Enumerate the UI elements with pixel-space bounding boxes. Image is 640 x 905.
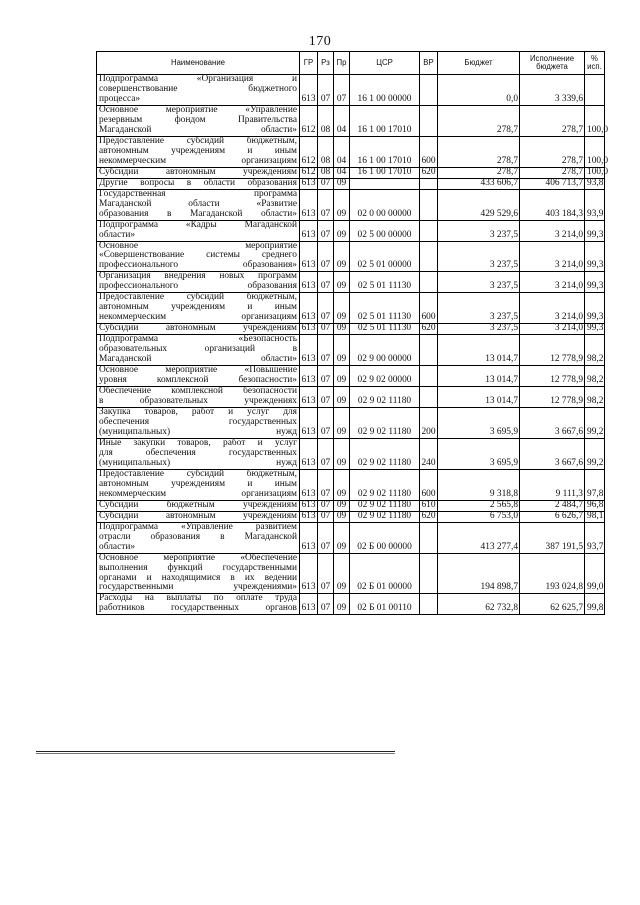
- row-percent-cell: 99,3: [585, 293, 605, 324]
- row-vr-cell: 600: [420, 469, 438, 500]
- row-vr-cell: [420, 387, 438, 408]
- row-budget-cell: 278,7: [438, 167, 520, 178]
- row-csr-cell: 02 9 02 11180: [350, 408, 420, 439]
- row-name-cell: Предоставление субсидий бюджетным, автономным учреждениям и иным некоммерческим организациям: [97, 136, 300, 167]
- row-percent-cell: 100,0: [585, 105, 605, 136]
- table-row: [97, 105, 605, 136]
- row-pr-cell: 04: [334, 167, 350, 178]
- row-name-cell: Основное мероприятие «Управление резервным фондом Правительства Магаданской области»: [97, 105, 300, 136]
- row-vr-cell: 200: [420, 408, 438, 439]
- table-row: [97, 511, 605, 522]
- row-execution-cell: 3 339,6: [520, 75, 585, 106]
- row-vr-cell: [420, 594, 438, 615]
- header-name: Наименование: [97, 52, 300, 75]
- row-gr-cell: 613: [300, 241, 318, 272]
- row-budget-cell: 13 014,7: [438, 335, 520, 366]
- row-percent-cell: 100,0: [585, 136, 605, 167]
- row-gr-cell: 613: [300, 189, 318, 220]
- row-rz-cell: 07: [318, 387, 334, 408]
- row-csr-cell: 02 5 01 00000: [350, 241, 420, 272]
- row-rz-cell: 07: [318, 500, 334, 511]
- table-row: [97, 553, 605, 594]
- row-gr-cell: 613: [300, 438, 318, 469]
- row-vr-cell: 240: [420, 438, 438, 469]
- row-percent-cell: 93,9: [585, 189, 605, 220]
- row-gr-cell: 613: [300, 335, 318, 366]
- row-rz-cell: 07: [318, 324, 334, 335]
- row-execution-cell: 278,7: [520, 105, 585, 136]
- row-budget-cell: 413 277,4: [438, 522, 520, 553]
- row-rz-cell: 07: [318, 272, 334, 293]
- row-rz-cell: 07: [318, 335, 334, 366]
- row-name-cell: Закупка товаров, работ и услуг для обеспечения государственных (муниципальных) нужд: [97, 408, 300, 439]
- row-vr-cell: 600: [420, 136, 438, 167]
- row-execution-cell: 12 778,9: [520, 366, 585, 387]
- row-vr-cell: [420, 335, 438, 366]
- row-vr-cell: 620: [421, 166, 436, 177]
- row-gr-cell: 613: [300, 220, 318, 241]
- table-row: [97, 167, 605, 178]
- row-gr-cell: 612: [300, 136, 318, 167]
- row-budget-cell: 3 237,5: [438, 324, 520, 335]
- table-row: [97, 178, 605, 189]
- row-pr-cell: 09: [334, 335, 350, 366]
- row-pr-cell: 09: [334, 178, 350, 189]
- table-row: [97, 272, 605, 293]
- row-pr-cell: 09: [334, 553, 350, 594]
- row-gr-cell: 613: [301, 323, 316, 334]
- header-budget: Бюджет: [438, 52, 520, 75]
- footnote-rule-secondary: [36, 753, 395, 754]
- row-csr-cell: 02 Б 01 00000: [350, 553, 420, 594]
- row-vr-cell: 600: [420, 293, 438, 324]
- row-execution-cell: 12 778,9: [520, 335, 585, 366]
- row-rz-cell: 07: [318, 408, 334, 439]
- row-execution-cell: 3 667,6: [520, 438, 585, 469]
- row-pr-cell: 09: [334, 387, 350, 408]
- row-budget-cell: 194 898,7: [438, 553, 520, 594]
- row-pr-cell: 04: [334, 136, 350, 167]
- table-row: [97, 366, 605, 387]
- row-vr-cell: [420, 178, 438, 189]
- table-row: [97, 241, 605, 272]
- row-gr-cell: 613: [300, 408, 318, 439]
- row-name-cell: Подпрограмма «Организация и совершенствование бюджетного процесса»: [97, 75, 300, 106]
- table-row: [97, 335, 605, 366]
- row-rz-cell: 08: [318, 167, 334, 178]
- row-name-cell: Подпрограмма «Безопасность образовательных организаций в Магаданской области»: [97, 335, 300, 366]
- row-csr-cell: 16 1 00 17010: [350, 136, 420, 167]
- row-pr-cell: 09: [334, 366, 350, 387]
- row-gr-cell: 613: [300, 469, 318, 500]
- row-csr-cell: 02 0 00 00000: [350, 189, 420, 220]
- row-rz-cell: 07: [318, 366, 334, 387]
- row-execution-cell: 403 184,3: [520, 189, 585, 220]
- table-row: [97, 293, 605, 324]
- row-rz-cell: 08: [318, 105, 334, 136]
- row-pr-cell: 09: [334, 272, 350, 293]
- row-rz-cell: 07: [318, 189, 334, 220]
- row-pr-cell: 04: [334, 105, 350, 136]
- row-vr-cell: [420, 553, 438, 594]
- row-gr-cell: 613: [300, 293, 318, 324]
- row-percent-cell: 99,3: [585, 324, 605, 335]
- row-vr-cell: [420, 189, 438, 220]
- row-csr-cell: 02 9 02 11180: [350, 387, 420, 408]
- row-execution-cell: 3 214,0: [520, 220, 585, 241]
- row-vr-cell: [420, 522, 438, 553]
- row-csr-cell: 16 1 00 00000: [350, 75, 420, 106]
- table-row: [97, 324, 605, 335]
- row-pr-cell: 09: [334, 189, 350, 220]
- row-pr-cell: 09: [334, 241, 350, 272]
- row-execution-cell: 3 214,0: [520, 241, 585, 272]
- header-percent: % исп.: [585, 52, 605, 75]
- row-pr-cell: 09: [334, 511, 350, 522]
- table-row: [97, 136, 605, 167]
- row-execution-cell: 3 667,6: [520, 408, 585, 439]
- row-percent-cell: 99,2: [585, 408, 605, 439]
- row-gr-cell: 613: [301, 499, 316, 510]
- header-csr: ЦСР: [350, 52, 420, 75]
- footnote-rule: [36, 751, 395, 752]
- row-rz-cell: 07: [318, 522, 334, 553]
- row-csr-cell: 02 Б 00 00000: [350, 522, 420, 553]
- row-budget-cell: 433 606,7: [438, 178, 520, 189]
- row-csr-cell: 16 1 00 17010: [350, 167, 420, 178]
- row-name-cell: Субсидии автономным учреждениям: [97, 167, 300, 178]
- row-name-cell: Обеспечение комплексной безопасности в образовательных учреждениях: [97, 387, 300, 408]
- row-vr-cell: [420, 366, 438, 387]
- row-gr-cell: 613: [301, 510, 316, 521]
- row-execution-cell: 9 111,3: [520, 469, 585, 500]
- row-budget-cell: 3 237,5: [438, 293, 520, 324]
- row-gr-cell: 612: [301, 166, 316, 177]
- row-rz-cell: 07: [318, 511, 334, 522]
- row-csr-cell: 02 9 02 00000: [350, 366, 420, 387]
- row-budget-cell: 3 237,5: [438, 241, 520, 272]
- row-vr-cell: 610: [421, 499, 436, 510]
- row-execution-cell: 3 214,0: [520, 324, 585, 335]
- row-budget-cell: 13 014,7: [438, 366, 520, 387]
- row-vr-cell: [420, 220, 438, 241]
- budget-table: [96, 51, 609, 615]
- row-percent-cell: 98,1: [585, 511, 605, 522]
- row-pr-cell: 09: [334, 408, 350, 439]
- row-pr-cell: 09: [334, 469, 350, 500]
- row-pr-cell: 09: [334, 522, 350, 553]
- table-row: [97, 594, 605, 615]
- row-name-cell: Подпрограмма «Кадры Магаданской области»: [97, 220, 300, 241]
- row-gr-cell: 613: [300, 272, 318, 293]
- table-row: [97, 408, 605, 439]
- row-name-cell: Субсидии автономным учреждениям: [97, 511, 300, 522]
- row-budget-cell: 3 695,9: [438, 408, 520, 439]
- row-name-cell: Основное мероприятие «Совершенствование системы среднего профессионального образования»: [97, 241, 300, 272]
- row-percent-cell: 93,8: [585, 178, 605, 189]
- row-rz-cell: 07: [318, 438, 334, 469]
- row-csr-cell: 02 5 01 11130: [350, 293, 420, 324]
- row-csr-cell: 02 5 00 00000: [350, 220, 420, 241]
- row-execution-cell: 406 713,7: [520, 178, 585, 189]
- table-row: [97, 469, 605, 500]
- row-csr-cell: 02 9 00 00000: [350, 335, 420, 366]
- row-budget-cell: 278,7: [438, 105, 520, 136]
- row-execution-cell: 278,7: [520, 167, 585, 178]
- row-csr-cell: 02 9 02 11180: [350, 438, 420, 469]
- row-budget-cell: 13 014,7: [438, 387, 520, 408]
- row-csr-cell: 16 1 00 17010: [350, 105, 420, 136]
- row-rz-cell: 07: [318, 293, 334, 324]
- row-rz-cell: 07: [318, 75, 334, 106]
- row-vr-cell: [420, 75, 438, 106]
- row-name-cell: Организация внедрения новых программ профессионального образования: [97, 272, 300, 293]
- row-rz-cell: 07: [318, 594, 334, 615]
- row-rz-cell: 08: [318, 136, 334, 167]
- row-name-cell: Основное мероприятие «Обеспечение выполнения функций государственными органами и находящимися в их ведении государственными учреждениями»: [97, 553, 300, 594]
- row-vr-cell: [420, 241, 438, 272]
- row-name-cell: Предоставление субсидий бюджетным, автономным учреждениям и иным некоммерческим организациям: [97, 293, 300, 324]
- row-csr-cell: 02 Б 01 00110: [350, 594, 420, 615]
- row-pr-cell: 09: [334, 500, 350, 511]
- row-rz-cell: 07: [318, 469, 334, 500]
- table-row: [97, 75, 605, 106]
- header-vr: ВР: [420, 52, 438, 75]
- row-name-cell: Субсидии бюджетным учреждениям: [97, 500, 300, 511]
- row-budget-cell: 429 529,6: [438, 189, 520, 220]
- header-gr: ГР: [300, 52, 318, 75]
- table-row: [97, 438, 605, 469]
- row-execution-cell: 278,7: [520, 136, 585, 167]
- row-pr-cell: 09: [334, 293, 350, 324]
- row-execution-cell: 3 214,0: [520, 293, 585, 324]
- row-vr-cell: [420, 272, 438, 293]
- row-budget-cell: 0,0: [438, 75, 520, 106]
- row-csr-cell: 02 5 01 11130: [350, 272, 420, 293]
- row-name-cell: Подпрограмма «Управление развитием отрасли образования в Магаданской области»: [97, 522, 300, 553]
- row-gr-cell: 613: [300, 366, 318, 387]
- row-rz-cell: 07: [318, 241, 334, 272]
- table-row: [97, 220, 605, 241]
- row-budget-cell: 3 237,5: [438, 220, 520, 241]
- row-percent-cell: 99,0: [585, 553, 605, 594]
- row-pr-cell: 09: [334, 324, 350, 335]
- row-gr-cell: 612: [300, 105, 318, 136]
- row-budget-cell: 9 318,8: [438, 469, 520, 500]
- row-name-cell: Предоставление субсидий бюджетным, автономным учреждениям и иным некоммерческим организациям: [97, 469, 300, 500]
- row-percent-cell: 96,8: [585, 500, 605, 511]
- row-gr-cell: 613: [300, 553, 318, 594]
- row-rz-cell: 07: [318, 220, 334, 241]
- row-pr-cell: 09: [334, 220, 350, 241]
- row-execution-cell: 2 484,7: [520, 500, 585, 511]
- row-percent-cell: 98,2: [585, 387, 605, 408]
- table-row: [97, 189, 605, 220]
- row-pr-cell: 09: [334, 594, 350, 615]
- row-execution-cell: 387 191,5: [520, 522, 585, 553]
- row-percent-cell: 99,3: [585, 272, 605, 293]
- row-gr-cell: 613: [300, 522, 318, 553]
- row-pr-cell: 07: [334, 75, 350, 106]
- row-gr-cell: 613: [301, 177, 316, 188]
- row-execution-cell: 6 626,7: [520, 511, 585, 522]
- row-csr-cell: 02 9 02 11180: [350, 500, 420, 511]
- row-percent-cell: 99,2: [585, 438, 605, 469]
- row-percent-cell: 97,8: [585, 469, 605, 500]
- row-budget-cell: 3 695,9: [438, 438, 520, 469]
- row-name-cell: Расходы на выплаты по оплате труда работников государственных органов: [97, 594, 300, 615]
- row-csr-cell: 02 5 01 11130: [350, 324, 420, 335]
- row-percent-cell: 99,3: [585, 220, 605, 241]
- row-vr-cell: 620: [421, 510, 436, 521]
- row-budget-cell: 62 732,8: [438, 594, 520, 615]
- row-name-cell: Иные закупки товаров, работ и услуг для обеспечения государственных (муниципальных) нужд: [97, 438, 300, 469]
- row-pr-cell: 09: [334, 438, 350, 469]
- row-budget-cell: 278,7: [438, 136, 520, 167]
- row-percent-cell: 99,8: [585, 594, 605, 615]
- row-percent-cell: 99,3: [585, 241, 605, 272]
- row-vr-cell: [420, 105, 438, 136]
- header-rz: Рз: [318, 52, 334, 75]
- row-rz-cell: 07: [318, 178, 334, 189]
- row-execution-cell: 3 214,0: [520, 272, 585, 293]
- row-budget-cell: 3 237,5: [438, 272, 520, 293]
- table-row: [97, 500, 605, 511]
- table-row: [97, 522, 605, 553]
- row-gr-cell: 613: [300, 594, 318, 615]
- table-row: [97, 387, 605, 408]
- row-csr-cell: 02 9 02 11180: [350, 511, 420, 522]
- row-execution-cell: 62 625,7: [520, 594, 585, 615]
- row-percent-cell: 100,0: [585, 167, 605, 178]
- row-execution-cell: 193 024,8: [520, 553, 585, 594]
- row-percent-cell: [585, 75, 605, 106]
- row-name-cell: Субсидии автономным учреждениям: [97, 324, 300, 335]
- page-number: 170: [308, 34, 332, 49]
- row-csr-cell: [350, 178, 420, 189]
- row-execution-cell: 12 778,9: [520, 387, 585, 408]
- row-rz-cell: 07: [318, 553, 334, 594]
- row-csr-cell: 02 9 02 11180: [350, 469, 420, 500]
- row-name-cell: Другие вопросы в области образования: [97, 178, 300, 189]
- row-budget-cell: 6 753,0: [438, 511, 520, 522]
- row-name-cell: Государственная программа Магаданской области «Развитие образования в Магаданской области»: [97, 189, 300, 220]
- row-name-cell: Основное мероприятие «Повышение уровня комплексной безопасности»: [97, 366, 300, 387]
- row-percent-cell: 98,2: [585, 335, 605, 366]
- row-gr-cell: 613: [300, 75, 318, 106]
- row-vr-cell: 620: [421, 323, 436, 334]
- row-budget-cell: 2 565,8: [438, 500, 520, 511]
- table-header-row: [97, 52, 605, 75]
- header-pr: Пр: [334, 52, 350, 75]
- header-execution: Исполнение бюджета: [520, 52, 585, 75]
- row-percent-cell: 93,7: [585, 522, 605, 553]
- row-gr-cell: 613: [300, 387, 318, 408]
- row-percent-cell: 98,2: [585, 366, 605, 387]
